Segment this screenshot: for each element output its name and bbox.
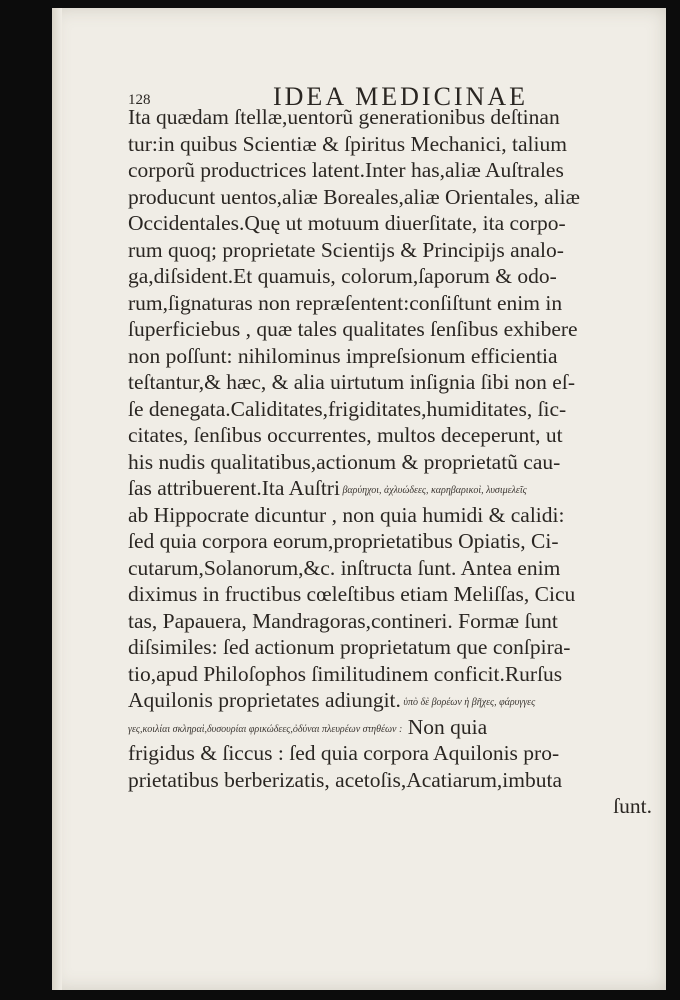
text-line <box>128 608 664 635</box>
text-line <box>128 369 664 396</box>
text-line <box>128 237 664 264</box>
latin-text: rum,ſignaturas non repræſentent:conſiſtunt enim in <box>128 290 563 315</box>
text-line <box>128 104 664 131</box>
page-number: 128 <box>128 92 151 108</box>
text-line <box>128 131 664 158</box>
text-line <box>128 502 664 529</box>
text-line <box>128 528 664 555</box>
text-line <box>128 184 664 211</box>
text-line <box>128 157 664 184</box>
page-edge-shading <box>52 8 62 990</box>
text-line <box>128 290 664 317</box>
text-line <box>128 263 664 290</box>
latin-text: corporũ productrices latent.Inter has,aliæ Auſtrales <box>128 158 564 182</box>
latin-text: ſed quia corpora eorum,proprietatibus Opiatis, Ci- <box>128 529 559 553</box>
running-title: IDEA MEDICINAE <box>273 82 529 111</box>
text-line <box>128 740 664 767</box>
latin-text: ſe denegata.Caliditates,frigiditates,humiditates, ſic- <box>128 396 567 421</box>
latin-text: producunt uentos,aliæ Boreales,aliæ Orientales, aliæ <box>128 184 580 209</box>
text-line <box>128 475 664 502</box>
latin-text: ga,diſsident.Et quamuis, colorum,ſaporum & odo- <box>128 264 557 288</box>
latin-text: Non quia <box>402 714 488 739</box>
latin-text: rum quoq; proprietate Scientijs & Principijs analo- <box>128 237 564 262</box>
latin-text: tas, Papauera, Mandragoras,contineri. Formæ ſunt <box>128 608 558 633</box>
latin-text: citates, ſenſibus occurrentes, multos deceperunt, ut <box>128 423 563 447</box>
latin-text: frigidus & ſiccus : ſed quia corpora Aquilonis pro- <box>128 741 560 765</box>
latin-text: teſtantur,& hæc, & alia uirtutum inſignia ſibi non eſ- <box>128 370 575 394</box>
latin-text: non poſſunt: nihilominus impreſsionum efficientia <box>128 343 558 368</box>
latin-text: tur:in quibus Scientiæ & ſpiritus Mechanici, talium <box>128 131 567 156</box>
text-line <box>128 555 664 582</box>
text-line <box>128 343 664 370</box>
latin-text: ab Hippocrate dicuntur , non quia humidi & calidi: <box>128 502 565 527</box>
latin-text: prietatibus berberizatis, acetoſis,Acatiarum,imbuta <box>128 767 563 792</box>
latin-text: diſsimiles: ſed actionum proprietatum que conſpira- <box>128 635 571 659</box>
latin-text: ſas attribuerent.Ita Auſtri <box>128 476 340 500</box>
latin-text: cutarum,Solanorum,&c. inſtructa ſunt. Antea enim <box>128 555 561 580</box>
latin-text: Occidentales.Quę ut motuum diuerſitate, ita corpo- <box>128 211 566 235</box>
text-line <box>128 316 664 343</box>
body-text <box>128 104 664 820</box>
latin-text: tio,apud Philoſophos ſimilitudinem conficit.Rurſus <box>128 661 563 686</box>
text-line <box>128 210 664 237</box>
text-line <box>128 449 664 476</box>
text-line <box>128 687 664 714</box>
greek-quotation: γες,κοιλίαι σκληραὶ,δυσουρίαι φρικώδεες,ὀδύναι πλευρέων στηθέων : <box>128 723 403 735</box>
text-line <box>128 422 664 449</box>
latin-text: Aquilonis proprietates adiungit. <box>128 688 401 712</box>
latin-text: his nudis qualitatibus,actionum & proprietatũ cau- <box>128 449 561 474</box>
latin-text: ſunt. <box>613 794 652 818</box>
latin-text: Ita quædam ſtellæ,uentorũ generationibus deſtinan <box>128 105 560 129</box>
latin-text: ſuperficiebus , quæ tales qualitates ſenſibus exhibere <box>128 317 578 341</box>
text-line <box>128 714 664 741</box>
greek-quotation: ὑπὸ δὲ βορέων ἡ βῆχες, φάρυγγες <box>400 697 536 708</box>
text-line <box>128 793 664 820</box>
greek-quotation: βαρύηχοι, ἀχλυώδεες, καρηβαρικοὶ, λυσιμελεῖς <box>339 485 527 496</box>
text-line <box>128 396 664 423</box>
text-line <box>128 661 664 688</box>
text-line <box>128 634 664 661</box>
latin-text: diximus in fructibus cœleſtibus etiam Meliſſas, Cicu <box>128 582 576 606</box>
text-line <box>128 581 664 608</box>
text-line <box>128 767 664 794</box>
